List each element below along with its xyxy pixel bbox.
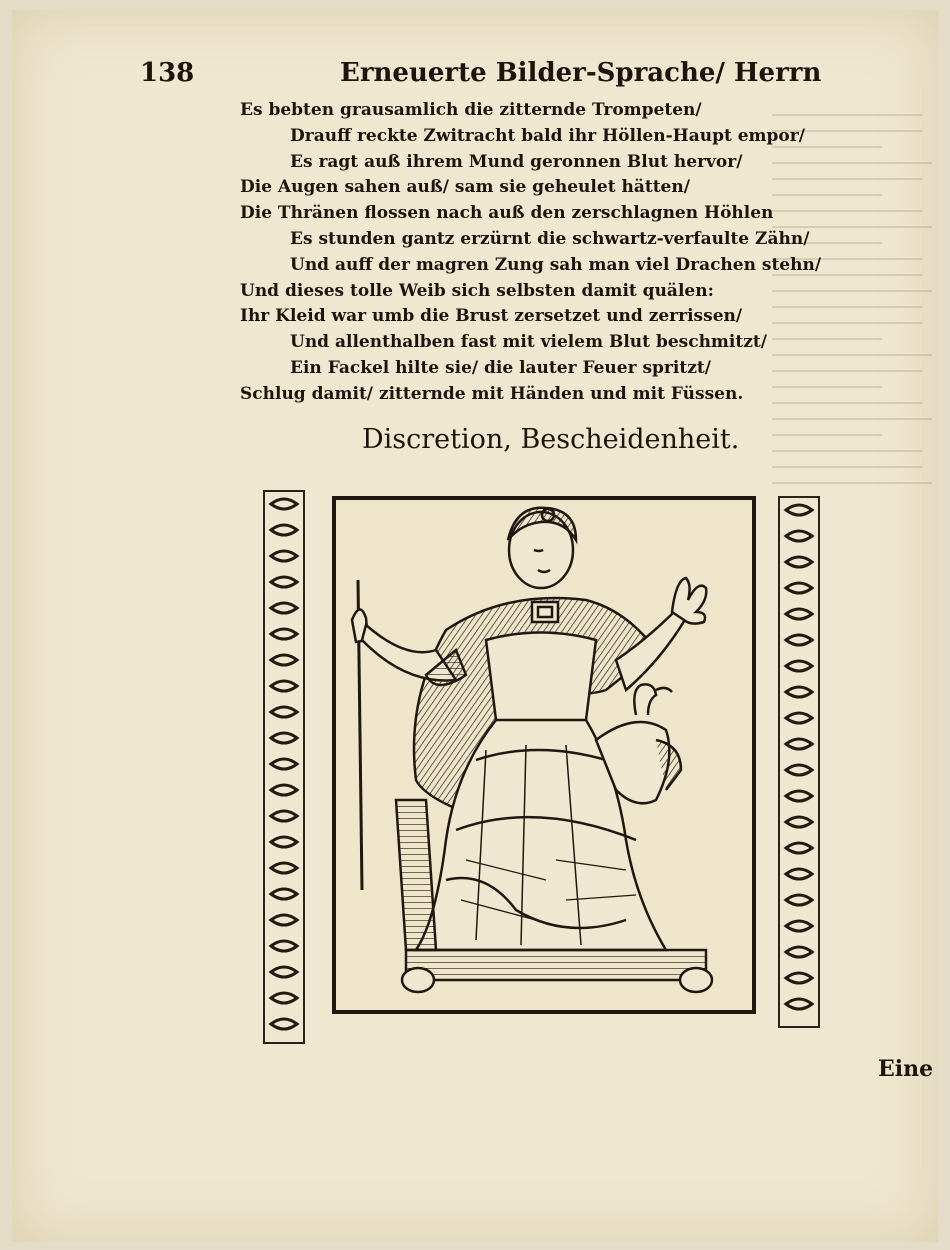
running-title: Erneuerte Bilder-Sprache/ Herrn [340,58,822,88]
verse-block [240,98,822,408]
section-heading: Discretion, Bescheidenheit. [362,424,740,455]
verse-line: Es stunden gantz erzürnt die schwartz-verfaulte Zähn/ [290,228,810,249]
verse-line: Schlug damit/ zitternde mit Händen und mit Füssen. [240,383,744,404]
ornamental-border-right [778,496,820,1028]
ornamental-border-left [263,490,305,1044]
woodcut-illustration [332,496,756,1014]
page-number: 138 [140,58,195,88]
verse-line: Und dieses tolle Weib sich selbsten damit quälen: [240,280,714,301]
verse-line: Ein Fackel hilte sie/ die lauter Feuer spritzt/ [290,357,711,378]
verse-line: Es bebten grausamlich die zitternde Trompeten/ [240,100,702,120]
verse-line: Die Augen sahen auß/ sam sie geheulet hätten/ [240,177,690,198]
verse-line: Ihr Kleid war umb die Brust zersetzet und zerrissen/ [240,306,743,327]
verse-line: Die Thränen flossen nach auß den zerschlagnen Höhlen [240,203,774,224]
verse-line: Und allenthalben fast mit vielem Blut beschmitzt/ [290,332,767,353]
verse-line: Und auff der magren Zung sah man viel Drachen stehn/ [290,254,822,275]
verse-line: Es ragt auß ihrem Mund geronnen Blut hervor/ [290,151,743,172]
catchword: Eine [878,1056,934,1082]
seated-woman-figure [336,500,752,1010]
verse-line: Drauff reckte Zwitracht bald ihr Höllen-Haupt empor/ [290,125,805,146]
